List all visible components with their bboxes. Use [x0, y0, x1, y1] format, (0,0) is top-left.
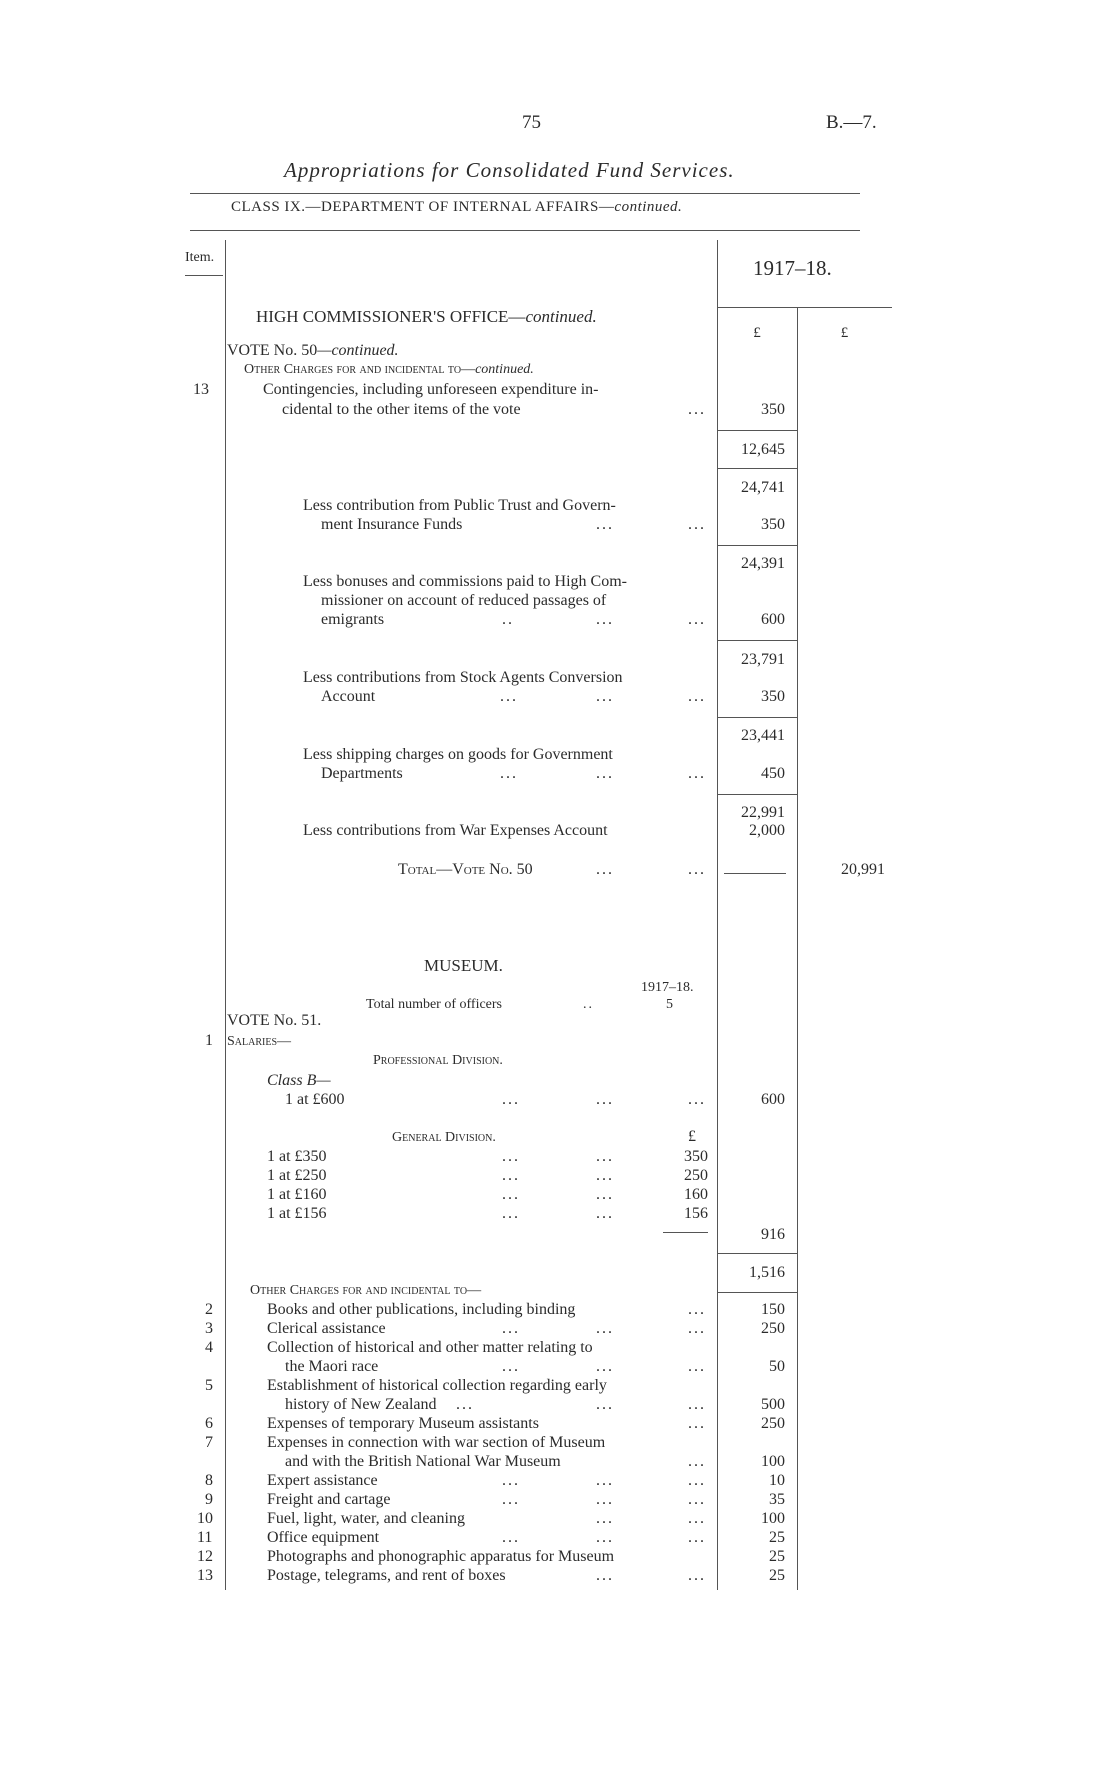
item-6-amount: 250 [761, 1415, 785, 1432]
hc-office-heading [256, 307, 597, 327]
leader-dots: ... [688, 765, 706, 782]
item-10-number: 10 [197, 1510, 213, 1527]
less-3-line-2: Account [321, 688, 376, 705]
less-2-line-2: missioner on account of reduced passages of [321, 592, 607, 609]
vote-50-heading [227, 342, 399, 360]
leader-dots: ... [596, 1567, 614, 1584]
leader-dots: ... [688, 688, 706, 705]
less-2-line-1: Less bonuses and commissions paid to High Com- [303, 573, 627, 590]
item-7-amount: 100 [761, 1453, 785, 1470]
item-13-line-2: cidental to the other items of the vote [282, 401, 521, 418]
item-9-description: Freight and cartage [267, 1491, 391, 1508]
museum-officers-year: 1917–18. [641, 980, 694, 995]
item-3-number: 3 [205, 1320, 213, 1337]
page-title: Appropriations for Consolidated Fund Services. [284, 158, 735, 182]
leader-dots: ... [596, 861, 614, 878]
leader-dots: ... [596, 1396, 614, 1413]
year-column-header: 1917–18. [753, 256, 832, 280]
general-division-heading: General Division. [392, 1130, 496, 1145]
leader-dots: ... [596, 516, 614, 533]
hc-other-charges-continued: continued. [475, 362, 534, 377]
leader-dots: .. [502, 611, 514, 628]
professional-amount: 600 [761, 1091, 785, 1108]
running-rule-3 [717, 640, 797, 641]
salaries-total-rule [717, 1253, 797, 1254]
year-header-rule [717, 307, 892, 308]
item-6-description: Expenses of temporary Museum assistants [267, 1415, 539, 1432]
item-13-museum-amount: 25 [769, 1567, 785, 1584]
leader-dots: ... [596, 1320, 614, 1337]
pound-header-1: £ [753, 325, 761, 341]
museum-officers-count: 5 [666, 997, 673, 1012]
salaries-total-amount: 1,516 [749, 1264, 785, 1281]
item-header-rule [185, 275, 223, 276]
item-5-number: 5 [205, 1377, 213, 1394]
leader-dots: ... [502, 1091, 520, 1108]
vote-51-heading: VOTE No. 51. [227, 1012, 322, 1029]
professional-division-heading: Professional Division. [373, 1053, 503, 1068]
museum-other-charges-heading: Other Charges for and incidental to— [250, 1283, 482, 1298]
page-number: 75 [522, 112, 541, 133]
leader-dots: ... [596, 1148, 614, 1165]
leader-dots: ... [502, 1205, 520, 1222]
item-11-number: 11 [197, 1529, 213, 1546]
leader-dots: ... [688, 1358, 706, 1375]
leader-dots: ... [502, 1320, 520, 1337]
running-rule-1 [717, 468, 797, 469]
leader-dots: ... [502, 1491, 520, 1508]
general-row-1-amount: 350 [684, 1148, 708, 1165]
leader-dots: ... [500, 688, 518, 705]
class-heading-main: CLASS IX.—DEPARTMENT OF INTERNAL AFFAIRS— [231, 199, 615, 215]
leader-dots: ... [502, 1148, 520, 1165]
class-heading-continued: continued. [614, 199, 683, 215]
general-row-2-amount: 250 [684, 1167, 708, 1184]
leader-dots: ... [596, 1091, 614, 1108]
item-7-description-line-2: and with the British National War Museum [285, 1453, 561, 1470]
less-4-line-2: Departments [321, 765, 403, 782]
museum-officers-label: Total number of officers [366, 997, 502, 1012]
vote-50-total-label: Total—Vote No. 50 [398, 861, 533, 878]
running-rule-2 [717, 545, 797, 546]
item-5-description-line-1: Establishment of historical collection regarding early [267, 1377, 607, 1394]
less-1-line-1: Less contribution from Public Trust and Govern- [303, 497, 616, 514]
item-12-amount: 25 [769, 1548, 785, 1565]
item-column-divider [225, 240, 226, 1590]
general-row-3-label: 1 at £160 [267, 1186, 327, 1203]
item-13-line-1: Contingencies, including unforeseen expenditure in- [263, 381, 599, 398]
item-7-description-line-1: Expenses in connection with war section of Museum [267, 1434, 606, 1451]
hc-subtotal: 12,645 [741, 441, 785, 458]
item-3-amount: 250 [761, 1320, 785, 1337]
leader-dots: ... [500, 765, 518, 782]
item-9-amount: 35 [769, 1491, 785, 1508]
item-7-number: 7 [205, 1434, 213, 1451]
less-2-amount: 600 [761, 611, 785, 628]
leader-dots: ... [688, 611, 706, 628]
less-1-line-2: ment Insurance Funds [321, 516, 463, 533]
less-3-amount: 350 [761, 688, 785, 705]
less-1-amount: 350 [761, 516, 785, 533]
running-total-4: 23,441 [741, 727, 785, 744]
leader-dots: .. [583, 997, 594, 1012]
item-4-description-line-2: the Maori race [285, 1358, 379, 1375]
hc-heading-continued: continued. [525, 307, 597, 326]
item-10-amount: 100 [761, 1510, 785, 1527]
item-5-description-line-2: history of New Zealand [285, 1396, 437, 1413]
general-row-4-label: 1 at £156 [267, 1205, 327, 1222]
leader-dots: ... [688, 1415, 706, 1432]
running-rule-5 [717, 794, 797, 795]
less-3-line-1: Less contributions from Stock Agents Conversion [303, 669, 623, 686]
running-total-5: 22,991 [741, 804, 785, 821]
leader-dots: ... [502, 1167, 520, 1184]
vote-50-main: VOTE No. 50 [227, 342, 318, 359]
leader-dots: ... [688, 1510, 706, 1527]
item-4-description-line-1: Collection of historical and other matter relating to [267, 1339, 593, 1356]
item-13-museum-number: 13 [197, 1567, 213, 1584]
leader-dots: ... [596, 611, 614, 628]
leader-dots: ... [688, 1491, 706, 1508]
item-2-description: Books and other publications, including binding [267, 1301, 576, 1318]
general-row-2-label: 1 at £250 [267, 1167, 327, 1184]
leader-dots: ... [688, 1091, 706, 1108]
leader-dots: ... [502, 1358, 520, 1375]
class-heading-rule [190, 230, 860, 231]
leader-dots: ... [688, 1529, 706, 1546]
other-charges-rule [717, 1292, 797, 1293]
leader-dots: ... [596, 1167, 614, 1184]
leader-dots: ... [596, 1529, 614, 1546]
salaries-heading: Salaries— [227, 1034, 292, 1049]
amount-column-divider-mid [797, 308, 798, 1590]
item-3-description: Clerical assistance [267, 1320, 386, 1337]
general-row-4-amount: 156 [684, 1205, 708, 1222]
running-rule-4 [717, 717, 797, 718]
item-4-number: 4 [205, 1339, 213, 1356]
leader-dots: ... [596, 1491, 614, 1508]
item-5-amount: 500 [761, 1396, 785, 1413]
item-8-amount: 10 [769, 1472, 785, 1489]
leader-dots: ... [688, 861, 706, 878]
leader-dots: ... [688, 1453, 706, 1470]
class-b-label: Class B— [267, 1072, 331, 1089]
item-13-number: 13 [193, 381, 209, 398]
running-total-2: 24,391 [741, 555, 785, 572]
title-rule [190, 193, 860, 194]
pound-header-2: £ [840, 325, 849, 341]
leader-dots: ... [688, 401, 706, 418]
less-4-amount: 450 [761, 765, 785, 782]
leader-dots: ... [456, 1396, 474, 1413]
hc-other-charges-heading [244, 362, 534, 378]
vote-50-continued: —continued. [317, 342, 399, 359]
class-heading [231, 199, 682, 216]
leader-dots: ... [688, 1567, 706, 1584]
item-13-amount: 350 [761, 401, 785, 418]
general-row-1-label: 1 at £350 [267, 1148, 327, 1165]
leader-dots: ... [688, 1301, 706, 1318]
leader-dots: ... [502, 1529, 520, 1546]
running-total-1: 24,741 [741, 479, 785, 496]
leader-dots: ... [596, 1510, 614, 1527]
less-2-line-3: emigrants [321, 611, 385, 628]
item-1-number: 1 [205, 1032, 213, 1049]
item-9-number: 9 [205, 1491, 213, 1508]
item-11-description: Office equipment [267, 1529, 380, 1546]
leader-dots: ... [596, 765, 614, 782]
item-4-amount: 50 [769, 1358, 785, 1375]
general-total-amount: 916 [761, 1226, 785, 1243]
item-11-amount: 25 [769, 1529, 785, 1546]
vote-50-total-amount: 20,991 [841, 861, 885, 878]
general-pound-header: £ [688, 1128, 696, 1145]
leader-dots: ... [596, 1186, 614, 1203]
item-2-number: 2 [205, 1301, 213, 1318]
item-13-museum-description: Postage, telegrams, and rent of boxes [267, 1567, 506, 1584]
leader-dots: ... [596, 1205, 614, 1222]
less-5-line-1: Less contributions from War Expenses Account [303, 822, 608, 839]
leader-dots: ... [502, 1186, 520, 1203]
less-4-line-1: Less shipping charges on goods for Government [303, 746, 613, 763]
leader-dots: ... [596, 1358, 614, 1375]
leader-dots: ... [502, 1472, 520, 1489]
leader-dots: ... [688, 1320, 706, 1337]
hc-other-charges-main: Other Charges for and incidental to— [244, 362, 476, 377]
general-row-3-amount: 160 [684, 1186, 708, 1203]
leader-dots: ... [596, 1472, 614, 1489]
item-8-number: 8 [205, 1472, 213, 1489]
item-12-number: 12 [197, 1548, 213, 1565]
item-2-amount: 150 [761, 1301, 785, 1318]
subtotal-rule [717, 430, 797, 431]
museum-heading: MUSEUM. [424, 956, 503, 975]
general-total-rule [663, 1232, 708, 1233]
leader-dots: ... [688, 1472, 706, 1489]
leader-dots: ... [688, 516, 706, 533]
less-5-amount: 2,000 [749, 822, 785, 839]
running-total-3: 23,791 [741, 651, 785, 668]
professional-line: 1 at £600 [285, 1091, 345, 1108]
item-10-description: Fuel, light, water, and cleaning [267, 1510, 465, 1527]
leader-dots: ... [688, 1396, 706, 1413]
item-8-description: Expert assistance [267, 1472, 378, 1489]
item-12-description: Photographs and phonographic apparatus for Museum [267, 1548, 615, 1565]
leader-dots: ... [596, 688, 614, 705]
hc-heading-main: HIGH COMMISSIONER'S OFFICE— [256, 307, 526, 326]
document-reference: B.—7. [826, 112, 877, 133]
item-6-number: 6 [205, 1415, 213, 1432]
item-column-header: Item. [185, 250, 215, 265]
total-dash-rule [724, 873, 786, 874]
